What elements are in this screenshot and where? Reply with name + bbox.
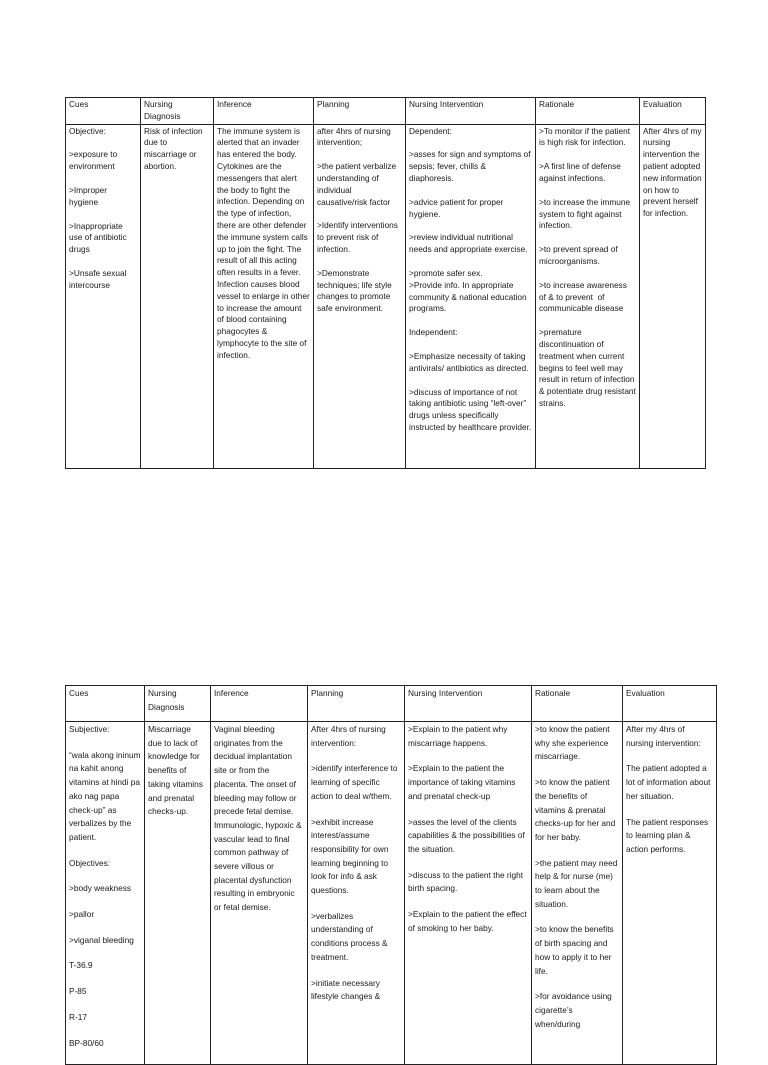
cell-paragraph: Risk of infection due to miscarriage or abortion. [144,125,205,171]
cell-paragraph: >discuss of importance of not taking antibiotic using “left-over” drugs unless specifically instructed by healthcare provider. [409,386,532,432]
cell-paragraph: >viganal bleeding [69,934,134,945]
cell-paragraph: >exposure to environment [69,149,120,172]
cell-paragraph: Miscarriage due to lack of knowledge for benefits of taking vitamins and prenatal checks-up. [148,724,206,817]
cell-paragraph: BP-80/60 [69,1037,104,1048]
header-inference: Inference [211,686,308,722]
cell-paragraph: After 4hrs of my nursing intervention the patient adopted new information on how to prevent herself for infection. [643,125,704,219]
cell-paragraph: Dependent: [409,125,452,136]
cell-paragraph: >promote safer sex. >Provide info. In appropriate community & national education programs. [409,267,527,314]
cell-paragraph: Objectives: [69,857,111,868]
header-planning: Planning [308,686,405,722]
cell-paragraph: >to know the patient the benefits of vitamins & prenatal checks-up for her and for her baby. [535,777,618,842]
nursing-intervention-cell [406,124,536,468]
cell-paragraph: Independent: [409,327,458,338]
rationale-cell [532,722,623,1065]
cell-paragraph: Objective: [69,125,106,136]
cell-paragraph: >the patient verbalize understanding of individual causative/risk factor [317,161,399,207]
cell-paragraph: >Unsafe sexual intercourse [69,267,129,290]
cell-paragraph: >discuss to the patient the right birth spacing. [408,869,526,894]
cell-paragraph: The immune system is alerted that an invader has entered the body. Cytokines are the messengers that alert the body to fight the infection. Depending on the type of infection, there are other defender the immune system calls up to join the fight. The result of all this acting often results in a fever. Infection causes blood vessel to enlarge in other to increase the amount of blood containing phagocytes & lymphocyte to the site of infection. [217,125,313,360]
cell-paragraph: >A first line of defense against infections. [539,161,624,183]
header-cues: Cues [66,686,145,722]
cell-paragraph: >to know the patient why she experience miscarriage. [535,724,612,762]
cell-paragraph: The patient adopted a lot of information about her situation. [626,763,713,801]
cell-paragraph: >Identify interventions to prevent risk of infection. [317,220,401,254]
cell-paragraph: >exhibit increase interest/assume responsibility for own learning beginning to look for info & ask questions. [311,816,391,896]
header-inference: Inference [214,98,314,125]
nursing-diagnosis-cell [145,722,211,1065]
table-row [66,124,706,468]
cell-paragraph: Subjective: [69,724,110,734]
cell-paragraph: >Explain to the patient why miscarriage happens. [408,724,510,748]
cell-paragraph: “wala akong ininum na kahit anong vitamins at hindi pa ako nag papa check-up” as verbalizes by the patient. [69,749,143,842]
cell-paragraph: >for avoidance using cigarette’s when/during [535,991,615,1029]
cell-paragraph: R-17 [69,1011,87,1022]
evaluation-cell [640,124,706,468]
header-planning: Planning [314,98,406,125]
header-nursing-diagnosis: Nursing Diagnosis [141,98,214,125]
cell-paragraph: The patient responses to learning plan & action performs. [626,816,711,854]
cell-paragraph: >Explain to the patient the effect of smoking to her baby. [408,909,529,933]
cell-paragraph: >to increase the immune system to fight against infection. [539,196,633,231]
header-nursing-intervention: Nursing Intervention [405,686,532,722]
cell-paragraph: >to increase awareness of & to prevent of communicable disease [539,279,630,314]
cell-paragraph: >to prevent spread of microorganisms. [539,244,620,266]
cell-paragraph: >the patient may need help & for nurse (me) to learn about the situation. [535,857,620,909]
table-header-row [66,98,706,125]
cell-paragraph: >Emphasize necessity of taking antivirals/ antibiotics as directed. [409,350,529,373]
cell-paragraph: >initiate necessary lifestyle changes & [311,977,383,1002]
cell-paragraph: >advice patient for proper hygiene. [409,196,506,219]
cell-paragraph: >premature discontinuation of treatment when current begins to feel well may result in return of infection & potentiate drug resistant strains. [539,327,639,408]
cell-paragraph: >to know the benefits of birth spacing and how to apply it to her life. [535,924,616,976]
header-cues: Cues [66,98,141,125]
cell-paragraph: After 4hrs of nursing intervention: [311,724,389,748]
planning-cell [308,722,405,1065]
header-evaluation: Evaluation [623,686,717,722]
cell-paragraph: >verbalizes understanding of conditions process & treatment. [311,910,390,962]
header-nursing-intervention: Nursing Intervention [406,98,536,125]
table-header-row [66,686,717,722]
cell-paragraph: Vaginal bleeding originates from the decidual implantation site or from the placenta. The onset of bleeding may follow or precede fetal demise. Immunologic, hypoxic & vascular lead to final common pathway of severe villous or placental dysfunction resulting in embryonic or fetal demise. [214,724,304,913]
cell-paragraph: >review individual nutritional needs and appropriate exercise. [409,232,528,255]
inference-cell [214,124,314,468]
nursing-care-plan-table-miscarriage [65,685,717,1065]
header-evaluation: Evaluation [640,98,706,125]
table-row [66,722,717,1065]
cell-paragraph: after 4hrs of nursing intervention; [317,125,394,148]
cell-paragraph: >identify interference to learning of specific action to deal w/them. [311,763,400,801]
header-rationale: Rationale [536,98,640,125]
nursing-care-plan-table-infection [65,97,706,469]
header-rationale: Rationale [532,686,623,722]
cell-paragraph: >asses the level of the clients capabilities & the possibilities of the situation. [408,816,527,854]
planning-cell [314,124,406,468]
cell-paragraph: >Demonstrate techniques; life style changes to promote safe environment. [317,267,395,314]
cell-paragraph: >body weakness [69,883,132,894]
cues-cell [66,124,141,468]
rationale-cell [536,124,640,468]
cell-paragraph: >To monitor if the patient is high risk for infection. [539,125,633,148]
cell-paragraph: >Improper hygiene [69,184,110,207]
cell-paragraph: >pallor [69,909,95,920]
header-nursing-diagnosis: Nursing Diagnosis [145,686,211,722]
cell-paragraph: T-36.9 [69,960,93,971]
cell-paragraph: P-85 [69,986,87,997]
cell-paragraph: After my 4hrs of nursing intervention: [626,724,701,748]
inference-cell [211,722,308,1065]
evaluation-cell [623,722,717,1065]
nursing-intervention-cell [405,722,532,1065]
cell-paragraph: >Inappropriate use of antibiotic drugs [69,220,129,255]
cell-paragraph: >Explain to the patient the importance of taking vitamins and prenatal check-up [408,763,518,801]
cues-cell [66,722,145,1065]
cell-paragraph: >asses for sign and symptoms of sepsis; fever, chills & diaphoresis. [409,149,533,183]
nursing-diagnosis-cell [141,124,214,468]
